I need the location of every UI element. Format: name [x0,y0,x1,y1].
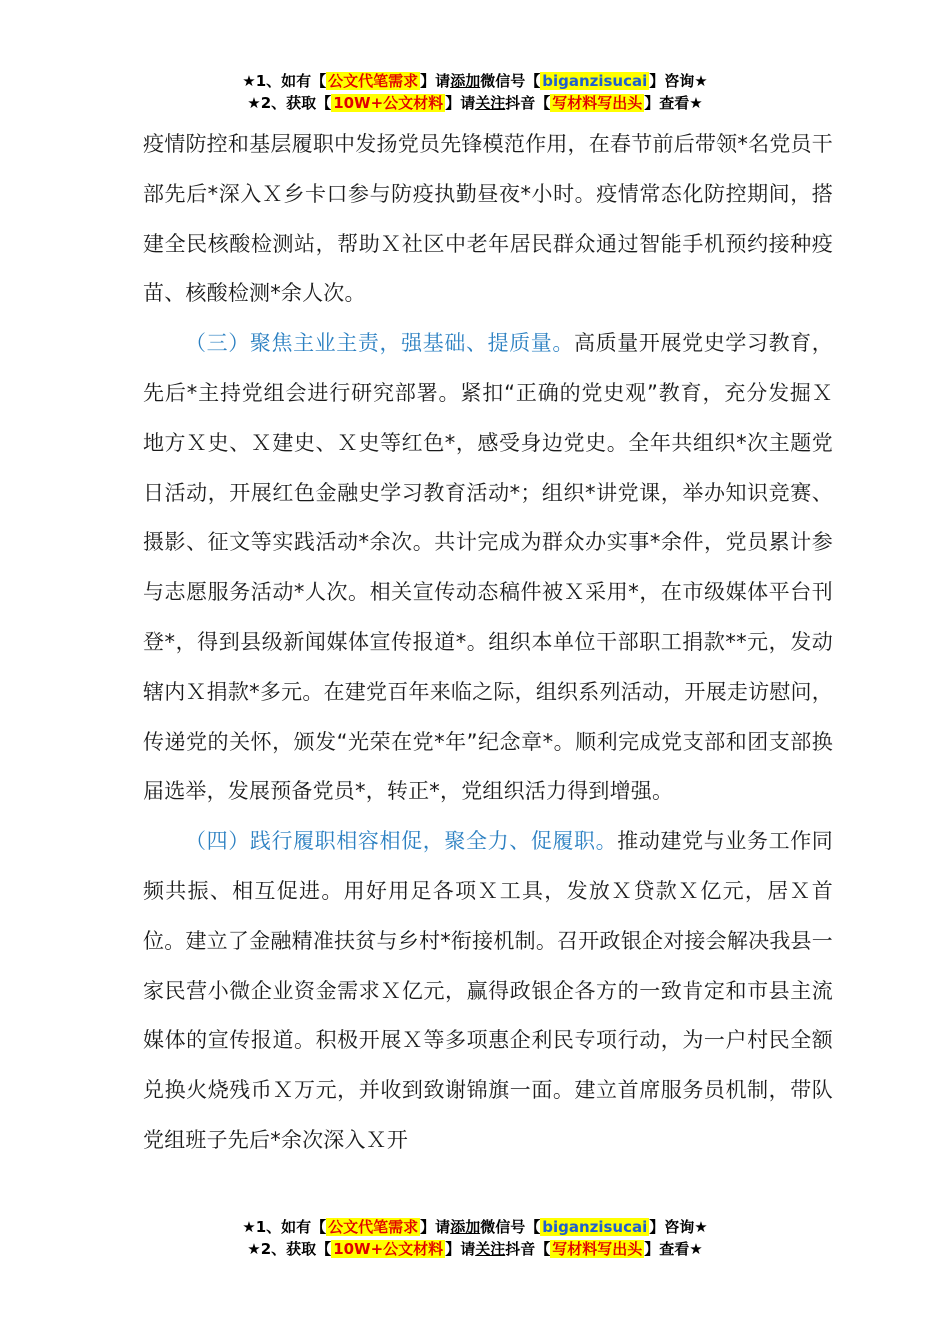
section-4-paragraph [143,817,833,1166]
header-banner [0,70,950,114]
highlight-service: 公文代笔需求 [328,72,419,90]
banner-text: 抖音【 [505,94,551,112]
document-body [143,120,833,1166]
header-banner-line-1 [0,70,950,92]
section-3-heading: （三）聚焦主业主责，强基础、提质量。 [185,331,575,356]
banner-text: 】查看★ [644,94,703,112]
banner-text: ★1、如有【 [242,1218,327,1236]
banner-text: 抖音【 [505,1240,551,1258]
section-4-heading: （四）践行履职相容相促，聚全力、促履职。 [185,829,618,854]
banner-text: 】咨询★ [649,1218,708,1236]
banner-text: ★2、获取【 [247,94,332,112]
banner-text: 】查看★ [644,1240,703,1258]
highlight-service: 公文代笔需求 [328,1218,419,1236]
section-4-body: 推动建党与业务工作同频共振、相互促进。用好用足各项Ｘ工具，发放Ｘ贷款Ｘ亿元，居Ｘ首位。建立了金融精准扶贫与乡村*衔接机制。召开政银企对接会解决我县一家民营小微企业资金需求Ｘ亿元，赢得政银企各方的一致肯定和市县主流媒体的宣传报道。积极开展Ｘ等多项惠企利民专项行动，为一户村民全额兑换火烧残币Ｘ万元，并收到致谢锦旗一面。建立首席服务员机制，带队党组班子先后*余次深入Ｘ开 [143,829,834,1152]
highlight-wechat-id: biganzisucai [542,1218,648,1236]
highlight-douyin: 写材料写出头 [552,94,643,112]
section-3-body: 高质量开展党史学习教育，先后*主持党组会进行研究部署。紧扣“正确的党史观”教育，充分发掘Ｘ地方Ｘ史、Ｘ建史、Ｘ史等红色*，感受身边党史。全年共组织*次主题党日活动，开展红色金融史学习教育活动*；组织*讲党课，举办知识竞赛、摄影、征文等实践活动*余次。共计完成为群众办实事*余件，党员累计参与志愿服务活动*人次。相关宣传动态稿件被Ｘ采用*，在市级媒体平台刊登*，得到县级新闻媒体宣传报道*。组织本单位干部职工捐款**元，发动辖内Ｘ捐款*多元。在建党百年来临之际，组织系列活动，开展走访慰问，传递党的关怀，颁发“光荣在党*年”纪念章*。顺利完成党支部和团支部换届选举，发展预备党员*，转正*，党组织活力得到增强。 [143,331,833,804]
banner-text: ★1、如有【 [242,72,327,90]
banner-text: 】请 [445,1240,476,1258]
banner-text: 】请 [420,1218,451,1236]
highlight-douyin: 写材料写出头 [552,1240,643,1258]
paragraph-continuation: 疫情防控和基层履职中发扬党员先锋模范作用，在春节前后带领*名党员干部先后*深入Ｘ乡卡口参与防疫执勤昼夜*小时。疫情常态化防控期间，搭建全民核酸检测站，帮助Ｘ社区中老年居民群众通过智能手机预约接种疫苗、核酸检测*余人次。 [143,132,833,306]
highlight-materials: 10W+公文材料 [333,1240,444,1258]
header-banner-line-2 [0,92,950,114]
footer-banner-line-1 [0,1216,950,1238]
banner-text: 微信号【 [480,1218,541,1236]
section-3-paragraph [143,319,833,817]
highlight-wechat-id: biganzisucai [542,72,648,90]
banner-text: 】咨询★ [649,72,708,90]
footer-banner [0,1216,950,1260]
banner-underlined: 关注 [475,1240,506,1258]
highlight-materials: 10W+公文材料 [333,94,444,112]
banner-underlined: 关注 [475,94,506,112]
banner-text: 微信号【 [480,72,541,90]
banner-text: 】请 [420,72,451,90]
banner-text: ★2、获取【 [247,1240,332,1258]
banner-underlined: 添加 [450,72,481,90]
footer-banner-line-2 [0,1238,950,1260]
banner-text: 】请 [445,94,476,112]
banner-underlined: 添加 [450,1218,481,1236]
